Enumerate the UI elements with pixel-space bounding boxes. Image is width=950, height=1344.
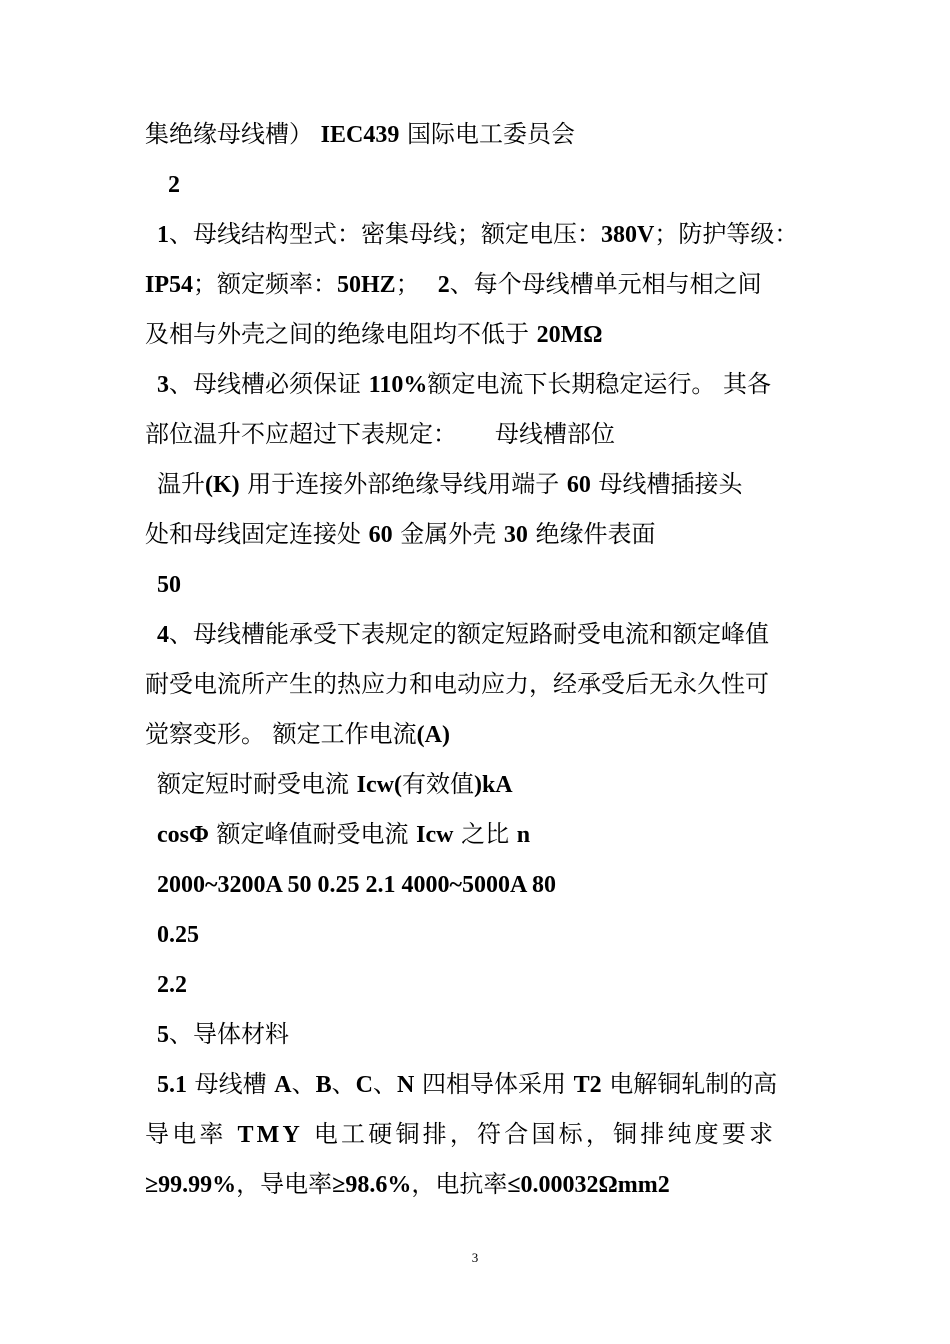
text-line: 2000~3200A 50 0.25 2.1 4000~5000A 80 <box>157 872 556 898</box>
text-line: 及相与外壳之间的绝缘电阻均不低于 20MΩ <box>145 320 603 348</box>
text-line: 50 <box>157 572 181 598</box>
text-line: 耐受电流所产生的热应力和电动应力，经承受后无永久性可 <box>145 670 769 698</box>
text-line: 温升(K) 用于连接外部绝缘导线用端子 60 母线槽插接头 <box>157 470 743 498</box>
text-line: 处和母线固定连接处 60 金属外壳 30 绝缘件表面 <box>145 520 656 548</box>
text-line: cosΦ 额定峰值耐受电流 Icw 之比 n <box>157 820 531 848</box>
text-line: 觉察变形。 额定工作电流(A) <box>145 720 450 748</box>
text-line: 部位温升不应超过下表规定： 母线槽部位 <box>145 420 615 448</box>
text-line: 额定短时耐受电流 Icw(有效值)kA <box>157 770 513 798</box>
text-line: 2 <box>168 172 180 198</box>
text-line: 3、母线槽必须保证 110%额定电流下长期稳定运行。 其各 <box>157 370 771 398</box>
text-line: 1、母线结构型式：密集母线；额定电压：380V；防护等级： <box>157 220 799 248</box>
page-number: 3 <box>471 1250 479 1265</box>
text-line: 5、导体材料 <box>157 1020 289 1048</box>
text-line: 0.25 <box>157 922 199 948</box>
text-line: ≥99.99%，导电率≥98.6%，电抗率≤0.00032Ωmm2 <box>145 1170 670 1198</box>
text-line: 5.1 母线槽 A、B、C、N 四相导体采用 T2 电解铜轧制的高 <box>157 1070 778 1098</box>
text-line: 集绝缘母线槽） IEC439 国际电工委员会 <box>145 120 575 148</box>
text-line: 导电率 TMY 电工硬铜排，符合国标，铜排纯度要求 <box>145 1120 777 1148</box>
text-line: 4、母线槽能承受下表规定的额定短路耐受电流和额定峰值 <box>157 620 769 648</box>
text-line: IP54；额定频率：50HZ； 2、每个母线槽单元相与相之间 <box>145 270 762 298</box>
text-line: 2.2 <box>157 972 187 998</box>
